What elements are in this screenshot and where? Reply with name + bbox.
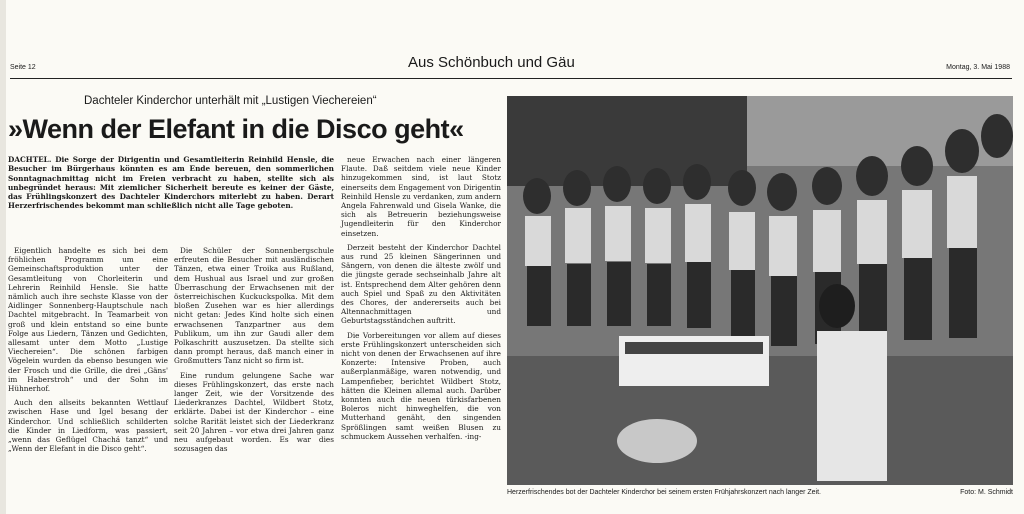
paragraph: Eigentlich handelte es sich bei dem fröhlichen Programm um eine Gemeinschaftsproduktion unter der Gesamtleitung von Chorleiterin und Lehrerin Reinhild Hensle. Sie hatte nämlich auch ihre sechste Klasse von der Aidlinger Sonnenberg-Hauptschule nach Dachtel mitgebracht. In Teamarbeit von groß und klein entstand so eine bunte Folge aus Liedern, Tänzen und Gedichten, allesamt unter dem Motto „Lustige Viechereien“. Die schönen farbigen Vögelein wurden da ebenso besungen wie der Frosch und die Grille, die drei „Gäns' im Haberstroh“ und der Sohn im Hühnerhof.	[8, 246, 168, 394]
paragraph: Auch den allseits bekannten Wettlauf zwischen Hase und Igel besang der Kinderchor. Und schließlich schilderten die Kinder in Liedform, was passiert, „wenn das Geflügel Chachá tanzt“ und „Wenn der Elefant in die Disco geht“.	[8, 398, 168, 454]
article-headline: »Wenn der Elefant in die Disco geht«	[8, 114, 464, 144]
paragraph: Die Schüler der Sonnenbergschule erfreuten die Besucher mit ausländischen Tänzen, etwa einer Troika aus Rußland, dem Hushual aus Israel und zur großen Überraschung der Erwachsenen mit der österreichischen Kuckuckspolka. Mit dem bloßen Zusehen war es hier allerdings nicht getan: Jedes Kind holte sich einen erwachsenen Tanzpartner aus dem Publikum, um ihn zur Gaudi aller dem Polkaschritt auszusetzen. Da stellte sich dann prompt heraus, daß manch einer in Großmutters Tanz nicht so firm ist.	[174, 246, 334, 366]
text-column-2	[174, 246, 334, 458]
page-header	[10, 50, 1010, 76]
page-margin	[0, 0, 6, 514]
text-column-1	[8, 246, 168, 458]
section-title: Aus Schönbuch und Gäu	[408, 54, 575, 71]
photo-caption: Herzerfrischendes bot der Dachteler Kinderchor bei seinem ersten Frühjahrskonzert nach langer Zeit.	[507, 489, 821, 496]
paragraph: neue Erwachen nach einer längeren Flaute. Daß seitdem viele neue Kinder hinzugekommen sind, ist laut Stotz einerseits dem Engagement von Dirigentin Reinhild Hensle zu verdanken, zum andern Angela Fahrenwald und Gisela Wanke, die sich als Betreuerin beziehungsweise Jugendleiterin für den Kinderchor einsetzen.	[341, 155, 501, 238]
photo-credit: Foto: M. Schmidt	[960, 489, 1013, 496]
text-column-3	[341, 155, 501, 446]
choir-photo	[507, 96, 1013, 485]
paragraph: Derzeit besteht der Kinderchor Dachtel aus rund 25 kleinen Sängerinnen und Sängern, von denen die älteste zwölf und die jüngste gerade sechseinhalb Jahre alt ist. Entsprechend dem Alter gehören denn auch Spiel und Spaß zu den Aktivitäten des Chores, der andererseits auch bei Altennachmittagen und Geburtstagsständchen auftritt.	[341, 242, 501, 326]
page-number: Seite 12	[10, 64, 36, 71]
article-kicker: Dachteler Kinderchor unterhält mit „Lustigen Viechereien“	[84, 95, 377, 107]
paragraph: Die Vorbereitungen vor allem auf dieses erste Frühlingskonzert unterscheiden sich nicht von denen der Erwachsenen auf ihre Konzerte: Intensive Proben, auch außerplanmäßige, waren notwendig, und Lampenfieber, berichtet Wildbert Stotz, hätten die Kleinen allemal auch. Darüber konnten auch die neuen türkisfarbenen Boleros nicht hinweghelfen, die von Mutterhand genäht, den singenden Sprößlingen samt weißen Blusen zu schmuckem Aussehen verhalfen. -ing-	[341, 330, 501, 441]
article-lead: DACHTEL. Die Sorge der Dirigentin und Gesamtleiterin Reinhild Hensle, die Besucher im Bürgerhaus könnten es am Ende bereuen, den sommerlichen Sonntagnachmittag nicht im Freien verbracht zu haben, stellte sich als unbegründet heraus: Mit ziemlicher Sicherheit bereute es keiner der Gäste, das Frühlingskonzert des Dachteler Kinderchors miterlebt zu haben. Derart Herzerfrischendes bekommt man schließlich nicht alle Tage geboten.	[8, 155, 334, 211]
paragraph: Eine rundum gelungene Sache war dieses Frühlingskonzert, das erste nach langer Zeit, wie der Vorsitzende des Liederkranzes Dachtel, Wildbert Stotz, erklärte. Dabei ist der Kinderchor – eine solche Rarität leistet sich der Liederkranz seit 20 Jahren – vor etwa drei Jahren ganz neu aufgebaut worden. Es war dies sozusagen das	[174, 370, 334, 454]
header-rule	[10, 78, 1012, 79]
issue-date: Montag, 3. Mai 1988	[946, 64, 1010, 71]
